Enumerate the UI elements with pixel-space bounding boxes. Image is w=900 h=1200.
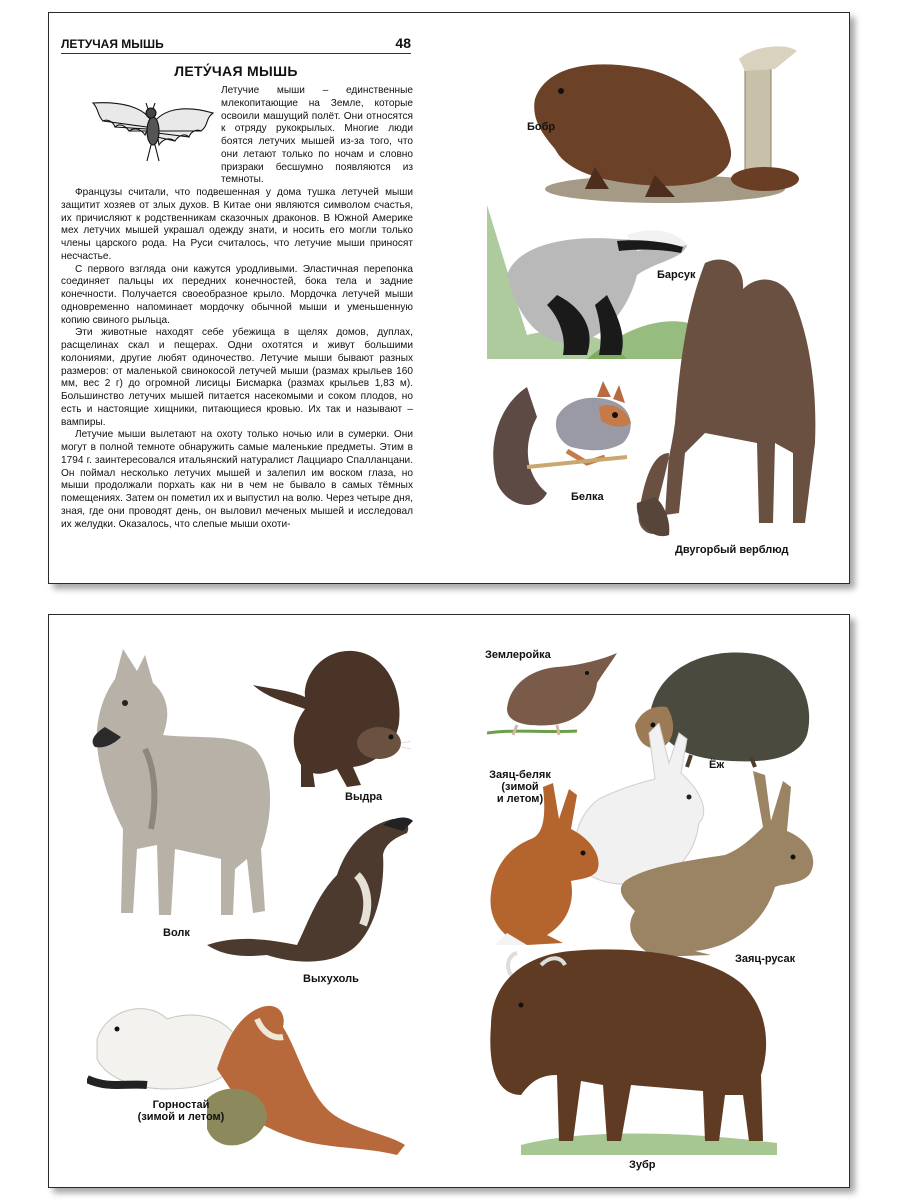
caption-wolf: Волк bbox=[163, 927, 190, 939]
running-head bbox=[61, 35, 411, 54]
caption-squirrel: Белка bbox=[571, 491, 604, 503]
camel-illustration bbox=[635, 253, 825, 543]
caption-bison: Зубр bbox=[629, 1159, 656, 1171]
page-48 bbox=[48, 12, 850, 584]
running-head-title: ЛЕТУЧАЯ МЫШЬ bbox=[61, 37, 164, 51]
paragraph: С первого взгляда они кажутся уродливыми. Эластичная перепонка соединяет пальцы их передних конечностей, бока тела и задние конечности. Получается своеобразное крыло. Мордочка летучей мыши одновременно напоминает мордочку обычной мыши и уменьшенную копию свиного рыльца. bbox=[61, 263, 413, 326]
caption-desman: Выхухоль bbox=[303, 973, 359, 985]
stoat-illustration bbox=[87, 979, 407, 1159]
beaver-illustration bbox=[525, 39, 801, 209]
mountain-hare-summer-illustration bbox=[487, 783, 611, 947]
caption-otter: Выдра bbox=[345, 791, 383, 803]
squirrel-illustration bbox=[487, 367, 637, 517]
page-number: 48 bbox=[395, 35, 411, 51]
caption-beaver: Бобр bbox=[527, 121, 556, 133]
article-title: ЛЕТУ́ЧАЯ МЫШЬ bbox=[174, 63, 298, 79]
caption-badger: Барсук bbox=[657, 269, 696, 281]
desman-illustration bbox=[207, 815, 413, 967]
paragraph: Французы считали, что подвешенная у дома тушка летучей мыши защитит хозяев от злых духов. В Китае они являются символом счастья, их причисляют к родственникам сказочных драконов. В Южной Америке мех летучих мышей украшал одежду знати, и носить его могли только члены царского рода. На Руси считалось, что летучие мыши приносят несчастье. bbox=[61, 187, 413, 262]
bison-illustration bbox=[481, 945, 777, 1155]
otter-illustration bbox=[253, 645, 413, 795]
paragraph: Летучие мыши вылетают на охоту только ночью или в сумерки. Они могут в полной темноте обнаружить самые маленькие предметы. Этим в 1794 г. заинтересовался итальянский натуралист Лацциаро Спалланцани. Он поймал несколько летучих мышей и залепил им воском глаза, но мыши продолжали порхать как ни в чем не бывало в самых тёмных помещениях. Затем он пометил их и выпустил на волю. Через четыре дня, зная, где они проводят день, он выловил меченых мышей и исследовал их желудки. Оказалось, что слепые мыши охоти- bbox=[61, 429, 413, 530]
caption-camel: Двугорбый верблюд bbox=[675, 544, 789, 556]
brown-hare-illustration bbox=[615, 771, 819, 957]
paragraph: Эти животные находят себе убежища в щелях домов, дуплах, расщелинах скал и пещерах. Одни охотятся и живут большими колониями, другие любят одиночество. Летучие мыши бывают разных размеров: от маленькой свинокосой летучей мыши (размах крыльев 160 мм, вес 2 г) до огромной лисицы Бисмарка (размах крыльев 1,83 м). Большинство летучих мышей питается насекомыми и соком плодов, но есть и настоящие хищники, питающиеся кровью. Их так и называют – вампиры. bbox=[61, 327, 413, 428]
caption-mountain-hare-line2: (зимой bbox=[501, 781, 539, 793]
caption-mountain-hare-line3: и летом) bbox=[496, 793, 544, 805]
caption-brown-hare: Заяц-русак bbox=[735, 953, 796, 965]
bat-illustration bbox=[85, 91, 217, 169]
caption-mountain-hare-line1: Заяц-беляк bbox=[489, 769, 551, 781]
caption-hedgehog: Ёж bbox=[709, 759, 725, 771]
paragraph: Летучие мыши – единственные млекопитающие на Земле, которые освоили машущий полёт. Они относятся к отряду рукокрылых. Многие люди боятся летучих мышей из-за того, что они летают только по ночам и словно призраки бесшумно появляются из темноты. bbox=[221, 85, 413, 186]
animal-plate-page bbox=[48, 614, 850, 1188]
caption-stoat-line1: Горностай bbox=[152, 1099, 210, 1111]
caption-stoat-line2: (зимой и летом) bbox=[137, 1111, 225, 1123]
caption-stoat bbox=[121, 1099, 241, 1123]
caption-shrew: Землеройка bbox=[485, 649, 551, 661]
